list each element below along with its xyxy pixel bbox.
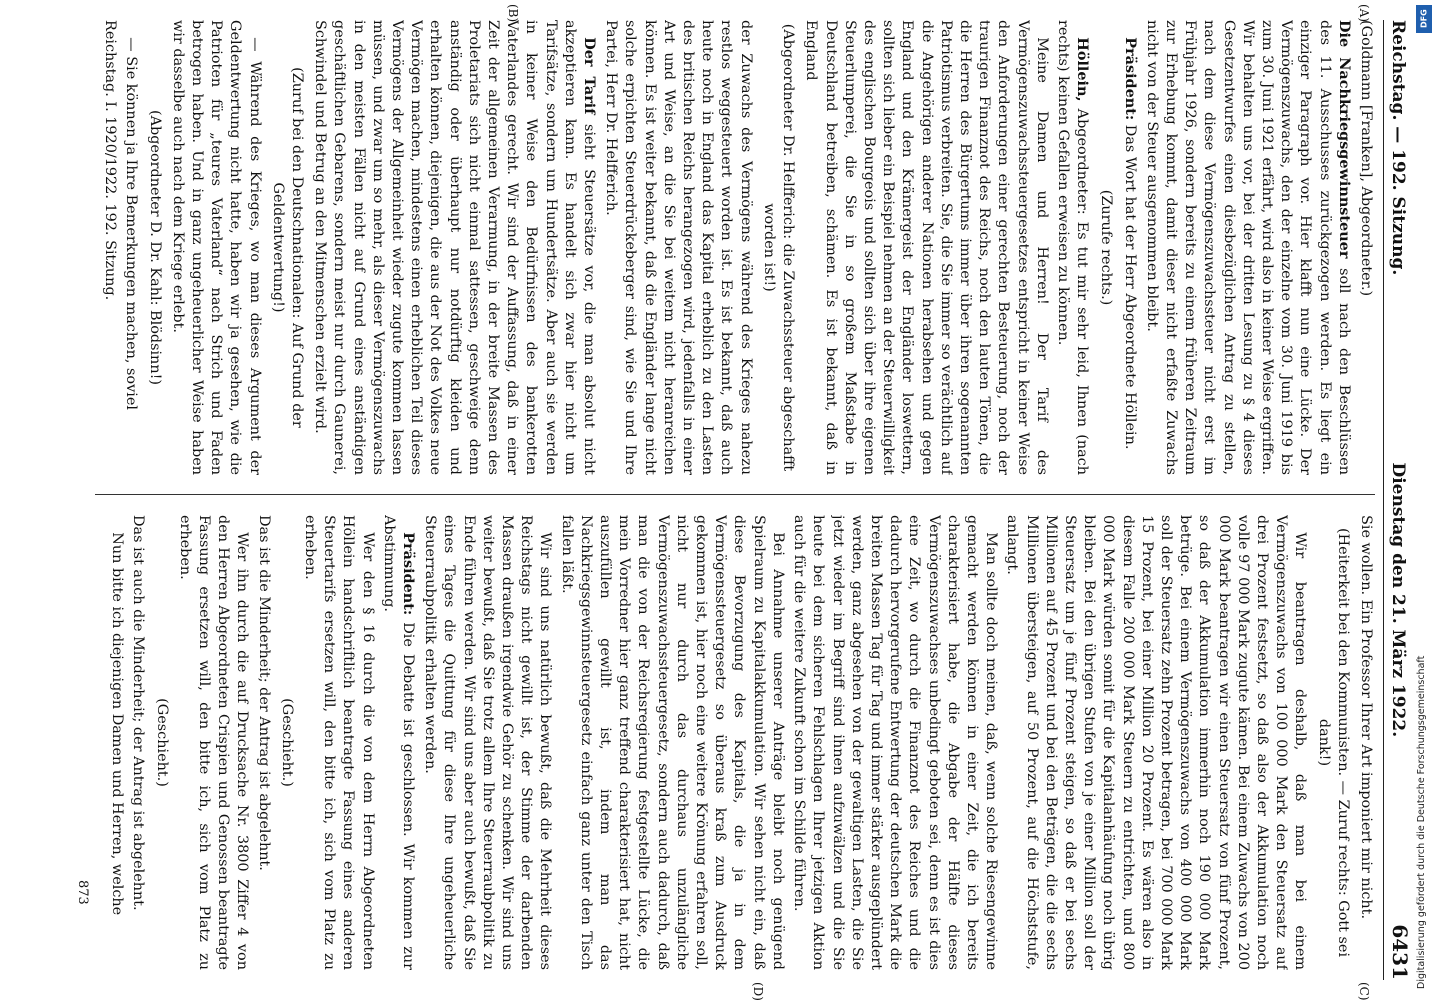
paragraph-text: Abgeordneter: Es tut mir sehr leid, Ihnen (nach rechts) keinen Gefallen erweisen zu können. xyxy=(1054,20,1091,475)
page-number: 6431 xyxy=(1388,924,1412,980)
paragraph xyxy=(310,20,599,475)
paragraph xyxy=(300,515,377,970)
page-header xyxy=(1383,20,1417,980)
paragraph-text: (Zuruf bei den Deutschnationalen: Auf Grund der Geldentwertung!) xyxy=(269,67,306,428)
paragraph-text: Reichstag. I. 1920/1922. 192. Sitzung. xyxy=(102,20,119,301)
interjection xyxy=(277,515,296,970)
bold-lead: Der Tarif xyxy=(581,37,599,115)
interjection xyxy=(759,20,797,475)
paragraph xyxy=(253,515,272,970)
paragraph xyxy=(601,20,755,475)
paragraph-text: — Während des Krieges, wo man dieses Argument der Geldentwertung nicht hatte, haben wir ja gesehen, wie die Patrioten für „teures Vaterland“ nach Strich und Faden betrogen haben. Und in ganz ungeheuerlicher Weise haben wir dasselbe auch nach dem Kriege erlebt. xyxy=(169,20,263,475)
margin-marker-c: (C) xyxy=(1357,982,1371,1001)
paragraph-text: Das Wort hat der Herr Abgeordnete Höllein. xyxy=(1121,120,1138,450)
right-column xyxy=(75,515,1375,970)
margin-marker-b: (B) xyxy=(506,4,520,23)
bold-lead: Präsident: xyxy=(400,532,418,616)
interjection xyxy=(151,515,170,970)
interjection xyxy=(1313,515,1351,970)
rotated-document-page xyxy=(55,0,1425,1000)
paragraph-text: Man sollte doch meinen, daß, wenn solche Riesengewinne gemacht werden können in einer Zeit, die ich bereits charakterisiert habe, die Abgabe der Hälfte dieses Vermögenszuwachses unbedingt geboten sei, denn es ist dies eine Zeit, wo durch die Finanznot des Reiches und die dadurch hervorgerufene Entwertung der deutschen Mark die breiten Massen Tag für Tag und immer stärker ausgeplündert werden, ganz abgesehen von der gewaltigen Lasten, die Sie jetzt wieder im Begriff sind ihnen aufzuwälzen und die Sie heute bei dem sicheren Fehlschlagen Ihrer jetzigen Aktion auch für die weitere Zukunft schon im Schilde führen. xyxy=(791,515,1000,970)
paragraph-text: (Geschieht.) xyxy=(278,698,295,787)
paragraph xyxy=(801,20,1051,475)
paragraph-text: soll nach den Beschlüssen des 11. Ausschusses zurückgezogen werden. Es liegt ein einziger Paragraph vor. Hier klafft nun eine Lücke. Der Vermögenszuwachs, den der einzelne vom 30. Juni 1919 bis zum 30. Juni 1921 erfährt, wird also in keiner Weise ergriffen. Wir behalten uns vor, bei der dritten Lesung zu § 4 dieses Gesetzentwurfes einen diesbezüglichen Antrag zu stellen, nach dem diese Vermögenszuwachssteuer nicht erst im Frühjahr 1926, sondern bereits zu einem früheren Zeitraum zur Erhebung kommt, damit dieser nicht erfaßte Zuwachs nicht von der Steuer ausgenommen bleibt. xyxy=(1143,20,1352,475)
paragraph-text: (Abgeordneter D. Dr. Kahl: Blödsinn!) xyxy=(146,110,163,385)
header-left: Reichstag. — 192. Sitzung. xyxy=(1388,20,1408,276)
paragraph xyxy=(1053,20,1092,475)
paragraph-text: Nun bitte ich diejenigen Damen und Herren, welche xyxy=(109,532,126,916)
paragraph-text: Die Debatte ist geschlossen. Wir kommen zur Abstimmung. xyxy=(380,515,417,970)
paragraph-text: Wer den § 16 durch die von dem Herrn Abgeordneten Höllein handschriftlich beantragte Fassung eines anderen Steuertarifs ersetzen will, den bitte ich, sich vom Platz zu erheben. xyxy=(302,515,376,970)
paragraph-text: der Zuwachs des Vermögens während des Krieges nahezu restlos weggesteuert worden ist. Es ist bekannt, daß auch heute noch in England das Kapital erheblich zu den Lasten des britischen Reichs herangezogen wird, jedenfalls in einer Art und Weise, an die Sie bei weitem nicht heranreichen können. Es ist weiter bekannt, daß die Engländer lange nicht solche erpichten Steuerdrückeberger sind, wie Sie und Ihre Partei, Herr Dr. Helfferich. xyxy=(603,20,754,475)
paragraph xyxy=(128,515,147,970)
paragraph-text: Meine Damen und Herren! Der Tarif des Vermögenszuwachssteuergesetzes entspricht in keiner Weise den Anforderungen einer gerechten Besteuerung, noch der traurigen Finanznot des Reichs, noch den lauten Tönen, die die Herren des Bürgertums immer über ihren sogenannten Patriotismus verbreiten. Sie, die Sie immer so verächtlich auf die Angehörigen anderer Nationen herabsehen und gegen England und den Krämergeist der Engländer loswettern, sollten sich lieber ein Beispiel nehmen an der Steuerwilligkeit des englischen Bourgeois und sollten sich über ihre eigenen Steuerlumperei, die Sie in so großem Maßstabe in Deutschland betreiben, schämen. Es ist bekannt, daß in England xyxy=(803,20,1050,475)
paragraph-text: (Zurufe rechts.) xyxy=(1098,189,1115,306)
paragraph-text: Das ist auch die Minderheit; der Antrag ist abgelehnt. xyxy=(130,515,147,911)
paragraph xyxy=(175,515,252,970)
digitization-note xyxy=(1416,5,1432,995)
paragraph xyxy=(168,20,264,475)
paragraph-text: (Heiterkeit bei den Kommunisten. — Zuruf rechts: Gott sei dank!) xyxy=(1315,527,1351,958)
paragraph xyxy=(420,515,554,970)
paragraph-text: Wer ihn durch die auf Drucksache Nr. 3800 Ziffer 4 von den Herren Abgeordneten Crispien und Genossen beantragte Fassung ersetzen will, den bitte ich, sich vom Platz zu erheben. xyxy=(176,515,251,970)
digitization-credit-text: Digitalisierung gefördert durch die Deutsche Forschungsgemeinschaft xyxy=(1416,655,1427,989)
paragraph xyxy=(100,20,119,475)
interjection xyxy=(1096,20,1115,475)
paragraph-text: (Goldmann [Franken], Abgeordneter.) xyxy=(1358,20,1374,297)
header-date: Dienstag den 21. März 1922. xyxy=(1388,462,1408,738)
paragraph xyxy=(107,515,126,970)
bold-lead: Die Nachkriegsgewinnsteuer xyxy=(1335,20,1353,259)
paragraph xyxy=(1356,515,1375,970)
margin-marker-d: (D) xyxy=(751,982,765,1001)
paragraph-text: (Geschieht.) xyxy=(153,698,170,787)
paragraph-text: Das ist die Minderheit; der Antrag ist abgelehnt. xyxy=(255,515,272,871)
left-column xyxy=(75,20,1375,475)
dfg-logo-badge: DFG xyxy=(1416,5,1432,33)
paragraph xyxy=(1119,20,1139,475)
paragraph-text: Bei Annahme unserer Anträge bleibt noch genügend Spielraum zu Kapitalakkumulation. Wir sehen nicht ein, daß diese Bevorzugung des Kapitals, die ja in dem Vermögenssteuergesetz so überaus kraß zum Ausdruck gekommen ist, hier noch eine weitere Krönung erfahren soll, nicht nur durch das durchaus unzulängliche Vermögenszuwachssteuergesetz, sondern auch dadurch, daß man die von der Reichsregierung festgestellte Lücke, die mein Vorredner hier ganz treffend charakterisiert hat, nicht auszufüllen gewillt ist, indem man das Nachkriegsgewinnsteuergesetz einfach ganz unter den Tisch fallen läßt. xyxy=(558,515,786,970)
paragraph-text: — Sie können ja Ihre Bemerkungen machen, soviel xyxy=(123,37,140,410)
bold-lead: Höllein, xyxy=(1074,37,1092,102)
paragraph xyxy=(1356,20,1375,475)
margin-marker-a: (A) xyxy=(1357,4,1371,23)
paragraph-text: (Abgeordneter Dr. Helfferich: die Zuwachssteuer abgeschafft worden ist!) xyxy=(760,23,797,472)
paragraph-text: sieht Steuersätze vor, die man absolut nicht akzeptieren kann. Es handelt sich zwar hier nicht um Tarifsätze, sondern um Hundertsätze. Aber auch sie werden in keiner Weise den Bedürfnissen des bankerotten Vaterlandes gerecht. Wir sind der Auffassung, daß in einer Zeit der allgemeinen Verarmung, in der breite Massen des Proletariats sich nicht einmal sattessen, geschweige denn anständig oder überhaupt nur notdürftig kleiden und erhalten können, diejenigen, die aus der Not des Volkes neue Vermögen machen, mindestens einen erheblichen Teil dieses Vermögens der Allgemeinheit wieder zugute kommen lassen müssen, und zwar um so mehr, als dieser Vermögenszuwachs in den meisten Fällen nicht auf Grund eines anständigen geschäftlichen Gebarens, sondern meist nur durch Gaunerei, Schwindel und Betrug an den Mitmenschen erzielt wird. xyxy=(312,20,598,475)
paragraph xyxy=(1002,515,1309,970)
column-divider xyxy=(95,494,1375,495)
paragraph xyxy=(789,515,1000,970)
signature-number: 873 xyxy=(75,880,90,905)
interjection xyxy=(144,20,163,475)
paragraph xyxy=(121,20,140,475)
paragraph-text: Wir sind uns natürlich bewußt, daß die Mehrheit dieses Reichstags nicht gewillt ist, der Stimme der darbenden Massen draußen irgendwie Gehör zu schenken. Wir sind uns weiter bewußt, daß Sie trotz allem Ihre Steuerraubpolitik zu Ende führen werden. Wir sind uns aber auch bewußt, daß Sie eines Tages die Quittung für diese Ihre ungeheuerliche Steuerraubpolitik erhalten werden. xyxy=(422,515,554,970)
paragraph xyxy=(379,515,418,970)
paragraph xyxy=(556,515,786,970)
bold-lead: Präsident: xyxy=(1121,37,1139,121)
paragraph-text: Sie wollen. Ein Professor Ihrer Art imponiert mir nicht. xyxy=(1358,515,1374,920)
paragraph-text: Wir beantragen deshalb, daß man bei einem Vermögenszuwachs von 100 000 Mark den Steuersatz auf drei Prozent festsetzt, so daß also der Akkumulation noch volle 97 000 Mark zugute kämen. Bei einem Zuwachs von 200 000 Mark beantragen wir einen Steuersatz von fünf Prozent, so daß der Akkumulation immerhin noch 190 000 Mark betrüge. Bei einem Vermögenszuwachs von 400 000 Mark soll der Steuersatz zehn Prozent betragen, bei 700 000 Mark 15 Prozent, bei einer Million 20 Prozent. Es wären also in diesem Falle 200 000 Mark Steuern zu entrichten, und 800 000 Mark würden somit für die Kapitalanhäufung noch übrig bleiben. Bei den übrigen Stufen von je einer Million soll der Steuersatz um je fünf Prozent steigen, so daß er bei sechs Millionen auf 45 Prozent und bei den Beträgen, die die sechs Millionen übersteigen, auf 50 Prozent, auf die Höchststufe, anlangt. xyxy=(1004,515,1309,970)
paragraph xyxy=(1142,20,1354,475)
interjection xyxy=(268,20,306,475)
